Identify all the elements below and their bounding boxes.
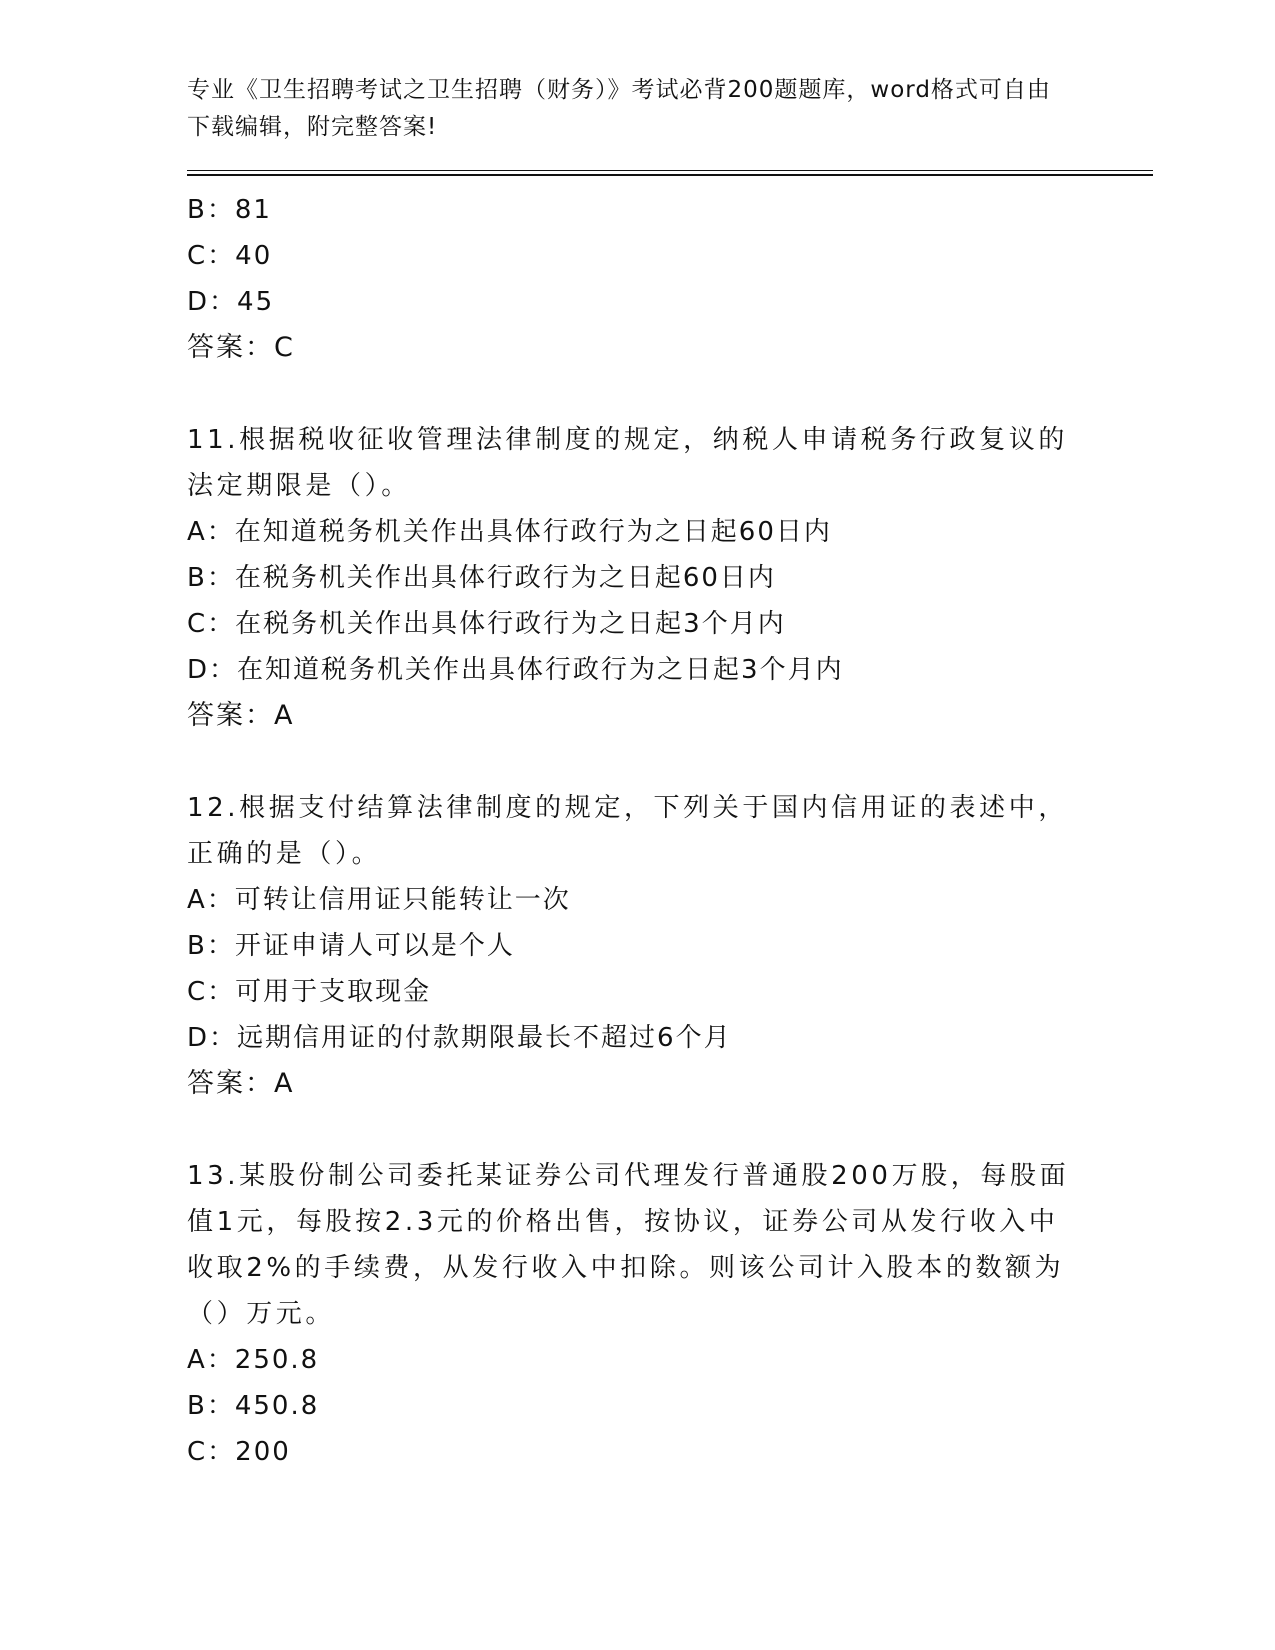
option-c: C：可用于支取现金 bbox=[187, 977, 432, 1007]
question-text: 13.某股份制公司委托某证券公司代理发行普通股200万股，每股面值1元，每股按2.3元的价格出售，按协议，证券公司从发行收入中收取2%的手续费，从发行收入中扣除。则该公司计入股本的数额为（）万元。 bbox=[187, 1161, 1070, 1329]
option-a: A：可转让信用证只能转让一次 bbox=[187, 885, 571, 915]
option-c: C：在税务机关作出具体行政行为之日起3个月内 bbox=[187, 609, 786, 639]
option-a: A：在知道税务机关作出具体行政行为之日起60日内 bbox=[187, 517, 832, 547]
question-text: 12.根据支付结算法律制度的规定，下列关于国内信用证的表述中，正确的是（）。 bbox=[187, 793, 1068, 869]
option-d: D：在知道税务机关作出具体行政行为之日起3个月内 bbox=[187, 655, 844, 685]
option-b: B：81 bbox=[187, 195, 272, 225]
answer-line: 答案：A bbox=[187, 700, 295, 731]
header-title: 专业《卫生招聘考试之卫生招聘（财务）》考试必背200题题库，word格式可自由下载编辑，附完整答案! bbox=[187, 77, 1051, 140]
option-d: D：45 bbox=[187, 287, 275, 317]
question-13 bbox=[187, 1153, 1087, 1475]
header-rule-thick bbox=[187, 174, 1153, 176]
option-b: B：在税务机关作出具体行政行为之日起60日内 bbox=[187, 563, 776, 593]
option-b: B：450.8 bbox=[187, 1391, 320, 1421]
option-b: B：开证申请人可以是个人 bbox=[187, 931, 515, 961]
question-12 bbox=[187, 785, 1087, 1107]
option-a: A：250.8 bbox=[187, 1345, 320, 1375]
document-body bbox=[187, 187, 1087, 1475]
header-rule-thin bbox=[187, 170, 1153, 171]
previous-question-tail bbox=[187, 187, 1087, 371]
option-c: C：40 bbox=[187, 241, 273, 271]
answer-line: 答案：A bbox=[187, 1068, 295, 1099]
option-d: D：远期信用证的付款期限最长不超过6个月 bbox=[187, 1023, 732, 1053]
question-text: 11.根据税收征收管理法律制度的规定，纳税人申请税务行政复议的法定期限是（）。 bbox=[187, 425, 1068, 501]
question-11 bbox=[187, 417, 1087, 739]
document-header bbox=[187, 72, 1067, 146]
answer-line: 答案：C bbox=[187, 332, 295, 363]
option-c: C：200 bbox=[187, 1437, 291, 1467]
